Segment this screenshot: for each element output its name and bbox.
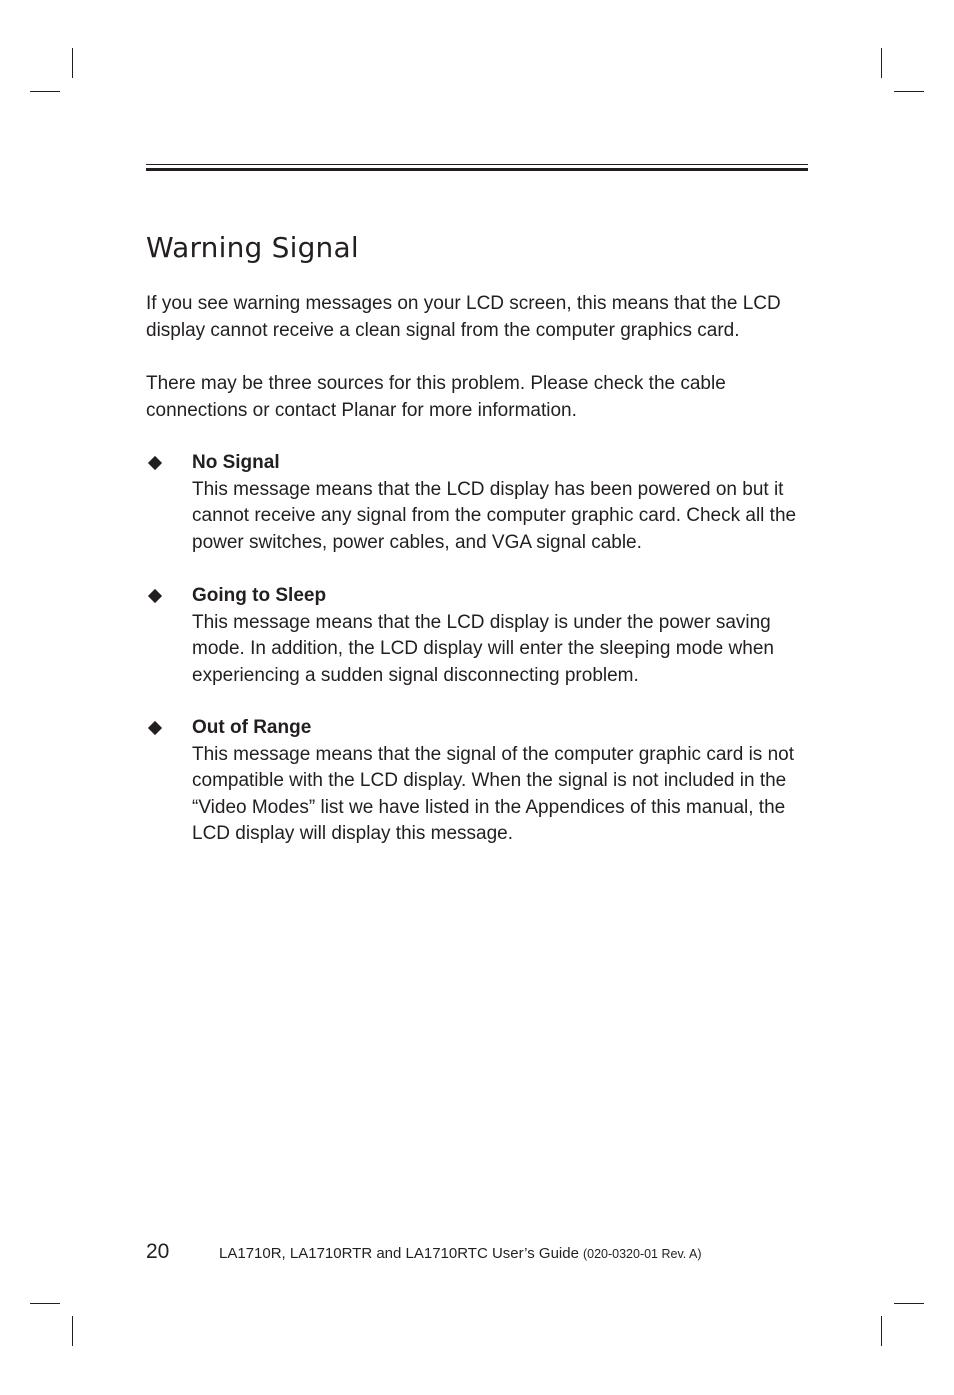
list-item-text: This message means that the LCD display is under the power saving mode. In addition, the LCD display will enter the sleeping mode when experiencing a sudden signal disconnecting problem. (192, 611, 774, 686)
header-rule-thick (146, 168, 808, 171)
list-item-body (192, 583, 804, 689)
list-item-title: Going to Sleep (192, 585, 327, 606)
list-item-text: This message means that the LCD display has been powered on but it cannot receive any signal from the computer graphic card. Check all the power switches, power cables, and VGA signal cable. (192, 478, 797, 553)
diamond-bullet-icon (148, 721, 162, 735)
page-title: Warning Signal (146, 231, 359, 264)
crop-mark (30, 1303, 60, 1304)
diamond-bullet-icon (148, 456, 162, 470)
crop-mark (881, 48, 882, 78)
crop-mark (881, 1316, 882, 1346)
page-number: 20 (146, 1240, 170, 1263)
list-item-title: No Signal (192, 452, 280, 473)
crop-mark (894, 1303, 924, 1304)
footer-guide-name: LA1710R, LA1710RTR and LA1710RTC User’s Guide (219, 1245, 579, 1262)
list-item-title: Out of Range (192, 717, 312, 738)
crop-mark (72, 1316, 73, 1346)
footer-guide-title (219, 1243, 702, 1265)
list-item-body (192, 450, 804, 556)
header-rule-thin (146, 164, 808, 165)
intro-paragraph: There may be three sources for this problem. Please check the cable connections or contact Planar for more information. (146, 373, 726, 421)
intro-paragraph: If you see warning messages on your LCD screen, this means that the LCD display cannot receive a clean signal from the computer graphics card. (146, 293, 781, 341)
list-item-body (192, 715, 804, 848)
list-item-text: This message means that the signal of the computer graphic card is not compatible with the LCD display. When the signal is not included in the “Video Modes” list we have listed in the Appendices of this manual, the LCD display will display this message. (192, 743, 794, 844)
crop-mark (30, 91, 60, 92)
diamond-bullet-icon (148, 589, 162, 603)
crop-mark (894, 91, 924, 92)
footer-revision: (020-0320-01 Rev. A) (582, 1247, 702, 1261)
crop-mark (72, 48, 73, 78)
